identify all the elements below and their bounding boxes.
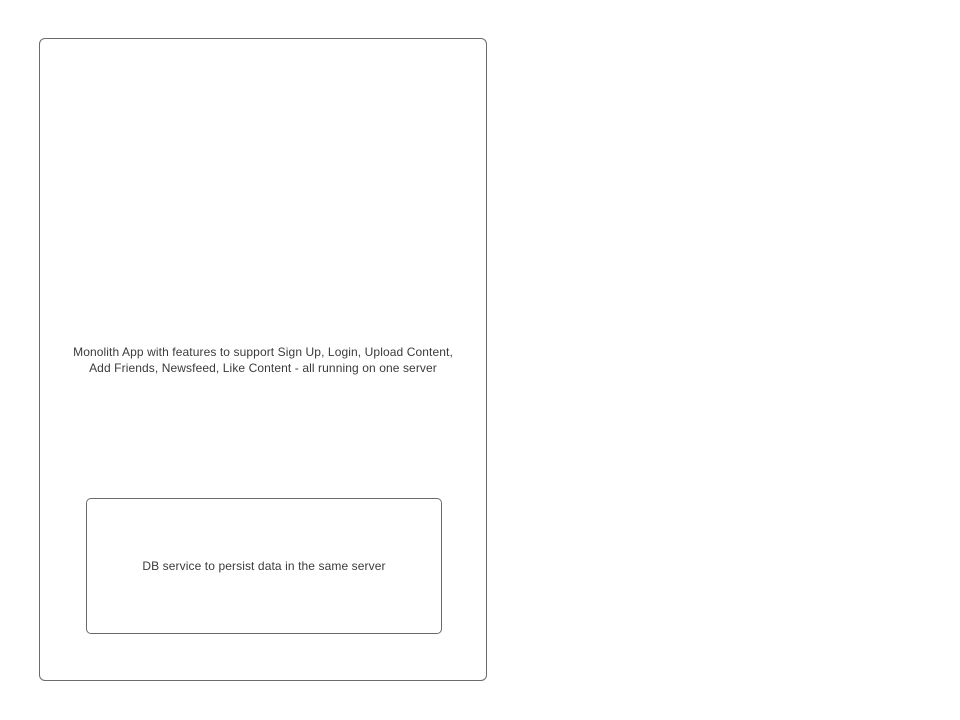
db-service-box[interactable] [86, 498, 442, 634]
monolith-app-label: Monolith App with features to support Sign Up, Login, Upload Content, Add Friends, Newsfeed, Like Content - all running on one server [73, 344, 453, 375]
db-service-label: DB service to persist data in the same server [142, 559, 386, 573]
monolith-app-box[interactable] [39, 38, 487, 681]
